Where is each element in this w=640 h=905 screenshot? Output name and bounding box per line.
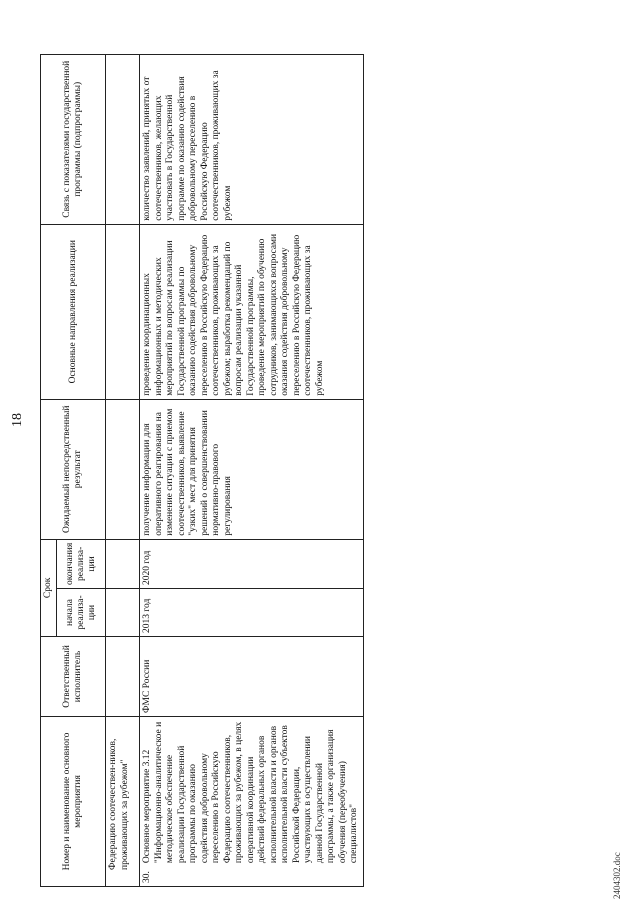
page-number: 18 bbox=[10, 413, 25, 427]
start-cell: 2013 год bbox=[140, 589, 364, 637]
header-link: Связь с показателями государственной программы (подпрограммы) bbox=[41, 54, 106, 224]
table-row bbox=[140, 54, 364, 886]
continuation-row bbox=[106, 54, 140, 886]
measure-name-cell bbox=[140, 717, 364, 887]
measure-name: Основное мероприятие 3.12 "Информационно-аналитическое и методическое обеспечение реализации Государственной программы по оказанию содействия добровольному переселению в Российскую Федерацию соотечественников, проживающих за рубежом, в целях оперативной координации действий федеральных органов исполнительной власти и органов исполнительной власти субъектов Российской Федерации, участвующих в осуществлении данной Государственной программы, а также организация обучения (переобучения) специалистов" bbox=[142, 721, 359, 864]
directions-cell: проведение координационных информационных и методических мероприятий по вопросам реализации Государственной программы по оказанию содействия добровольному переселению в Российскую Федерацию соотечественников, проживающих за рубежом; выработка рекомендаций по вопросам реализации указанной Государственной программы, проведение мероприятий по обучению сотрудников, занимающихся вопросами оказания содействия добровольному переселению в Российскую Федерацию соотечественников, проживающих за рубежом bbox=[140, 224, 364, 399]
result-cell: получение информации для оперативного реагирования на изменение ситуации с приемом соотечественников, выявление "узких" мест для принятия решений о совершенствовании нормативно-правового регулирования bbox=[140, 399, 364, 539]
executor-cell: ФМС России bbox=[140, 637, 364, 717]
file-reference: 2404302.doc bbox=[612, 852, 622, 899]
end-cell: 2020 год bbox=[140, 539, 364, 588]
header-start: начала реализа-ции bbox=[57, 589, 106, 637]
header-end: окончания реализа-ции bbox=[57, 539, 106, 588]
header-term: Срок bbox=[41, 539, 57, 636]
program-table bbox=[40, 54, 364, 887]
header-result: Ожидаемый непосредственный результат bbox=[41, 399, 106, 539]
header-directions: Основные направления реализации bbox=[41, 224, 106, 399]
header-row-top bbox=[41, 54, 57, 886]
link-cell: количество заявлений, принятых от соотечественников, желающих участвовать в Государственной программе по оказанию содействия добровольному переселению в Российскую Федерацию соотечественников, проживающих за рубежом bbox=[140, 54, 364, 224]
header-executor: Ответственный исполнитель bbox=[41, 637, 106, 717]
continuation-text: Федерацию соотечествен-ников, проживающих за рубежом" bbox=[106, 717, 140, 887]
header-name: Номер и наименование основного мероприятия bbox=[41, 717, 106, 887]
row-number: 30. bbox=[142, 871, 152, 883]
